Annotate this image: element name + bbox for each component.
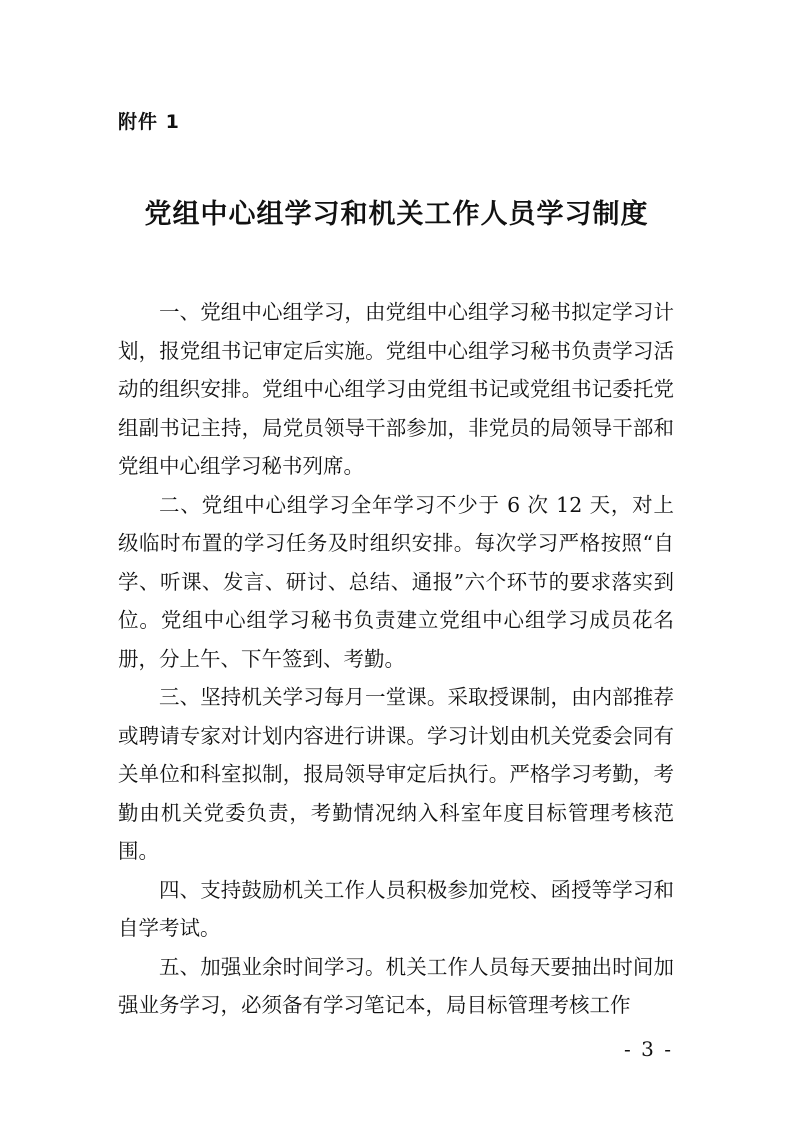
paragraph-2: 二、党组中心组学习全年学习不少于 6 次 12 天，对上级临时布置的学习任务及时组织安排。每次学习严格按照“自学、听课、发言、研讨、总结、通报”六个环节的要求落实到位。党组中心组学习秘书负责建立党组中心组学习成员花名册，分上午、下午签到、考勤。 (118, 492, 674, 671)
document-body (118, 293, 674, 1025)
page-number: - 3 - (624, 1037, 673, 1061)
paragraph-5: 五、加强业余时间学习。机关工作人员每天要抽出时间加强业务学习，必须备有学习笔记本，局目标管理考核工作 (118, 954, 674, 1017)
paragraph-4: 四、支持鼓励机关工作人员积极参加党校、函授等学习和自学考试。 (118, 877, 674, 940)
paragraph-3: 三、坚持机关学习每月一堂课。采取授课制，由内部推荐或聘请专家对计划内容进行讲课。学习计划由机关党委会同有关单位和科室拟制，报局领导审定后执行。严格学习考勤，考勤由机关党委负责，考勤情况纳入科室年度目标管理考核范围。 (118, 685, 674, 863)
document-title: 党组中心组学习和机关工作人员学习制度 (144, 199, 649, 230)
attachment-label: 附件 1 (118, 111, 180, 133)
paragraph-1: 一、党组中心组学习，由党组中心组学习秘书拟定学习计划，报党组书记审定后实施。党组中心组学习秘书负责学习活动的组织安排。党组中心组学习由党组书记或党组书记委托党组副书记主持，局党员领导干部参加，非党员的局领导干部和党组中心组学习秘书列席。 (118, 300, 674, 478)
